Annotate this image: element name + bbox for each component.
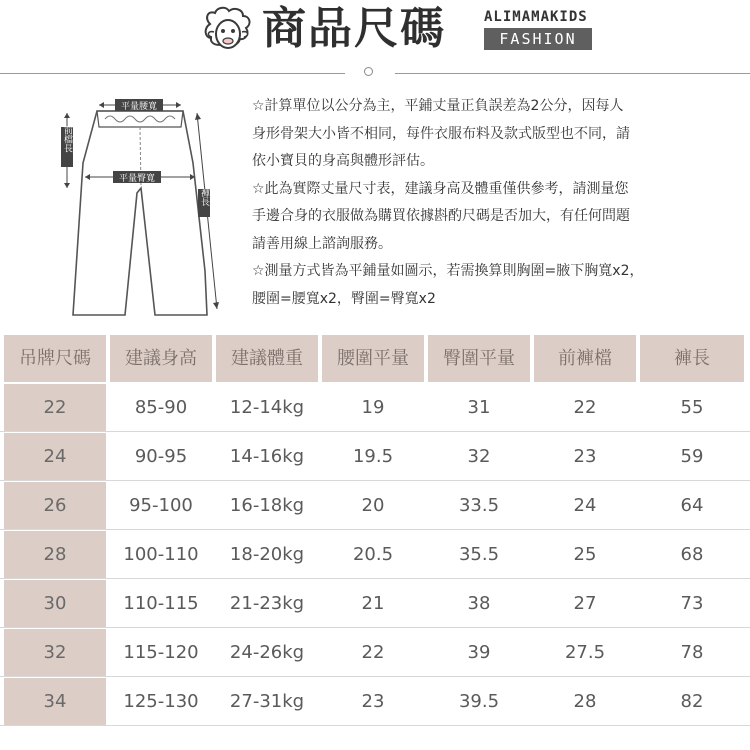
waist-label: 平量腰寬 [120,102,158,112]
table-cell: 21-23kg [229,593,305,614]
note-line: 身形骨架大小皆不相同，每件衣服布料及款式版型也不同，請 [252,125,630,142]
table-cell: 24-26kg [229,642,305,663]
table-row [0,580,750,627]
note-line: 手邊合身的衣服做為購買依據斟酌尺碼是否加大，有任何問題 [252,208,630,224]
table-cell: 78 [680,642,704,663]
table-cell: 12-14kg [229,397,305,418]
table-cell: 33.5 [458,495,500,516]
table-cell: 19 [361,397,385,418]
table-cell: 20 [361,495,385,516]
hip-label: 平量臀寬 [118,174,156,184]
table-cell: 27 [573,593,597,614]
table-cell: 25 [573,544,597,565]
row-divider [0,480,750,481]
divider-left [0,73,345,74]
row-divider [0,676,750,677]
note-line: 請善用線上諮詢服務。 [252,235,392,252]
table-row [0,678,750,725]
pants-diagram [55,93,235,328]
table-cell: 100-110 [123,544,199,565]
size-cell: 26 [4,482,106,529]
column-header: 吊牌尺碼 [4,335,106,382]
table-cell: 31 [467,397,491,418]
table-cell: 73 [680,593,704,614]
size-notes [252,93,712,313]
table-row [0,433,750,480]
size-cell: 34 [4,678,106,725]
column-header: 建議身高 [110,335,212,382]
size-cell: 28 [4,531,106,578]
table-cell: 18-20kg [229,544,305,565]
table-row [0,531,750,578]
table-cell: 55 [680,397,704,418]
brand-name: ALIMAMAKIDS [484,9,588,25]
table-cell: 68 [680,544,704,565]
crotch-label: 前檔長 [62,125,72,153]
table-cell: 85-90 [134,397,188,418]
table-row [0,629,750,676]
row-divider [0,725,750,726]
table-cell: 22 [573,397,597,418]
table-cell: 27.5 [564,642,606,663]
note-line: ☆測量方式皆為平鋪量如圖示，若需換算則胸圍=腋下胸寬x2， [252,263,644,279]
table-cell: 95-100 [129,495,193,516]
row-divider [0,431,750,432]
column-header: 建議體重 [216,335,318,382]
page-header [0,0,750,64]
note-line: 依小寶貝的身高與體形評估。 [252,153,434,169]
table-cell: 110-115 [123,593,199,614]
table-cell: 24 [573,495,597,516]
note-line: ☆計算單位以公分為主，平鋪丈量正負誤差為2公分，因每人 [252,98,624,114]
column-header: 臀圍平量 [428,335,530,382]
table-cell: 23 [361,691,385,712]
table-cell: 19.5 [352,446,394,467]
row-divider [0,578,750,579]
table-cell: 39.5 [458,691,500,712]
page-title: 商品尺碼 [262,3,446,54]
table-cell: 27-31kg [229,691,305,712]
table-cell: 39 [467,642,491,663]
table-cell: 59 [680,446,704,467]
table-cell: 28 [573,691,597,712]
table-cell: 20.5 [352,544,394,565]
brand-tagline: FASHION [484,28,592,50]
table-cell: 64 [680,495,704,516]
table-row [0,384,750,431]
size-cell: 24 [4,433,106,480]
length-label: 褲長 [199,188,209,206]
table-cell: 125-130 [123,691,199,712]
divider-right [395,73,750,74]
table-cell: 90-95 [134,446,188,467]
size-cell: 22 [4,384,106,431]
column-header: 前褲檔 [534,335,636,382]
sheep-icon [200,4,256,56]
table-cell: 38 [467,593,491,614]
table-cell: 82 [680,691,704,712]
note-line: 腰圍=腰寬x2，臀圍=臀寬x2 [252,290,436,307]
table-cell: 22 [361,642,385,663]
row-divider [0,529,750,530]
table-cell: 35.5 [458,544,500,565]
size-cell: 32 [4,629,106,676]
table-cell: 16-18kg [229,495,305,516]
table-cell: 23 [573,446,597,467]
table-header-row [0,335,750,382]
column-header: 褲長 [640,335,744,382]
column-header: 腰圍平量 [322,335,424,382]
table-cell: 14-16kg [229,446,305,467]
table-cell: 32 [467,446,491,467]
table-cell: 21 [361,593,385,614]
row-divider [0,627,750,628]
table-row [0,482,750,529]
note-line: ☆此為實際丈量尺寸表，建議身高及體重僅供參考，請測量您 [252,180,629,197]
size-cell: 30 [4,580,106,627]
divider-circle-icon [364,67,373,76]
table-cell: 115-120 [123,642,199,663]
